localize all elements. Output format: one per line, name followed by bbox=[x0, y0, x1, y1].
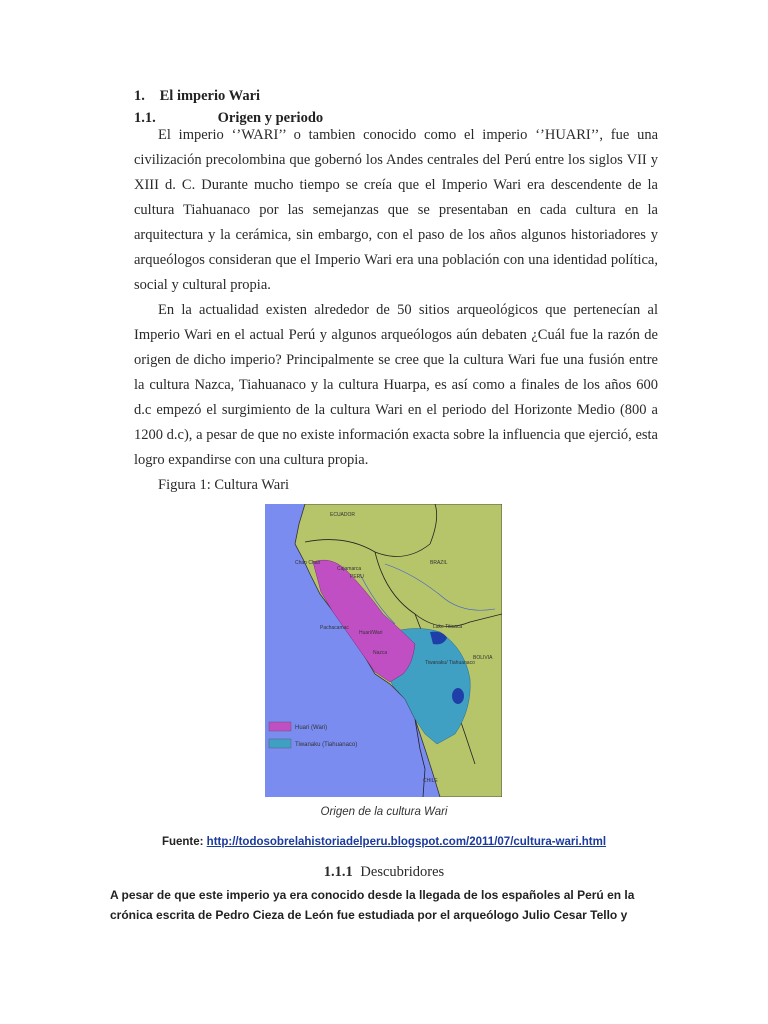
label-tiwanaku: Tiwanaku/ Tiahuanaco bbox=[425, 660, 475, 666]
legend-swatch-tiwanaku bbox=[269, 739, 291, 748]
label-chile: CHILE bbox=[423, 778, 438, 784]
lake-poopo bbox=[452, 688, 464, 704]
source-label: Fuente: bbox=[161, 836, 204, 848]
label-brazil: BRAZIL bbox=[430, 560, 448, 566]
legend-label-huari: Huari (Wari) bbox=[295, 725, 328, 731]
label-nazca: Nazca bbox=[373, 650, 388, 656]
paragraph-sites: En la actualidad existen alrededor de 50 sitios arqueológicos que pertenecían al Imperio Wari en el actual Perú y algunos arqueólogos aún debaten ¿Cuál fue la razón de origen de dicho imperio? Principalmente se cree que la cultura Wari fue una fusión entre la cultura Nazca, Tiahuanaco y la cultura Huarpa, es así como a finales de los años 600 d.c empezó el surgimiento de la cultura Wari en el periodo del Horizonte Medio (800 a 1200 d.c), a pesar de que no existe información exacta sobre la influencia que ejerció, esta logro expandirse con una cultura propia. bbox=[134, 302, 658, 468]
label-cajamarca: Cajamarca bbox=[337, 566, 362, 572]
label-pachacamac: Pachacamac bbox=[320, 625, 349, 631]
wari-map-image bbox=[265, 504, 502, 797]
figure-caption: Origen de la cultura Wari bbox=[320, 806, 448, 818]
subsubheading-title: Descubridores bbox=[360, 864, 445, 880]
figure-label: Figura 1: Cultura Wari bbox=[158, 477, 290, 493]
paragraph-descubridores: A pesar de que este imperio ya era conocido desde la llegada de los españoles al Perú en la crónica escrita de Pedro Cieza de León fue estudiada por el arqueólogo Julio Cesar Tello y bbox=[110, 888, 635, 922]
paragraph-intro: El imperio ‘’WARI’’ o tambien conocido como el imperio ‘’HUARI’’, fue una civilización precolombina que gobernó los Andes centrales del Perú entre los siglos VII y XIII d. C. Durante mucho tiempo se creía que el Imperio Wari era descendente de la cultura Tiahuanaco por las semejanzas que se presentaban en cada cultura en la arquitectura y la cerámica, sin embargo, con el paso de los años algunos historiadores y arqueólogos consideran que el Imperio Wari era una población con una identidad política, social y cultural propia. bbox=[134, 127, 658, 293]
subsubheading-number: 1.1.1 bbox=[323, 864, 353, 880]
label-ecuador: ECUADOR bbox=[330, 512, 356, 518]
heading-descubridores bbox=[0, 864, 768, 881]
subheading-number: 1.1. bbox=[134, 110, 156, 126]
label-bolivia: BOLIVIA bbox=[473, 655, 493, 661]
figure-source bbox=[0, 836, 768, 848]
legend-label-tiwanaku: Tiwanaku (Tiahuanaco) bbox=[295, 742, 358, 748]
heading-imperio-wari bbox=[134, 88, 260, 105]
subheading-title: Origen y periodo bbox=[217, 110, 324, 126]
legend-swatch-huari bbox=[269, 722, 291, 731]
heading-title: El imperio Wari bbox=[159, 88, 261, 104]
label-huari: Huari/Wari bbox=[359, 630, 383, 636]
label-chan-chan: Chan Chan bbox=[295, 560, 321, 566]
label-peru: PERU bbox=[350, 574, 364, 580]
source-link[interactable]: http://todosobrelahistoriadelperu.blogspot.com/2011/07/cultura-wari.html bbox=[206, 836, 607, 848]
heading-number: 1. bbox=[134, 88, 145, 104]
label-titicaca: Lake Titicaca bbox=[433, 624, 463, 630]
